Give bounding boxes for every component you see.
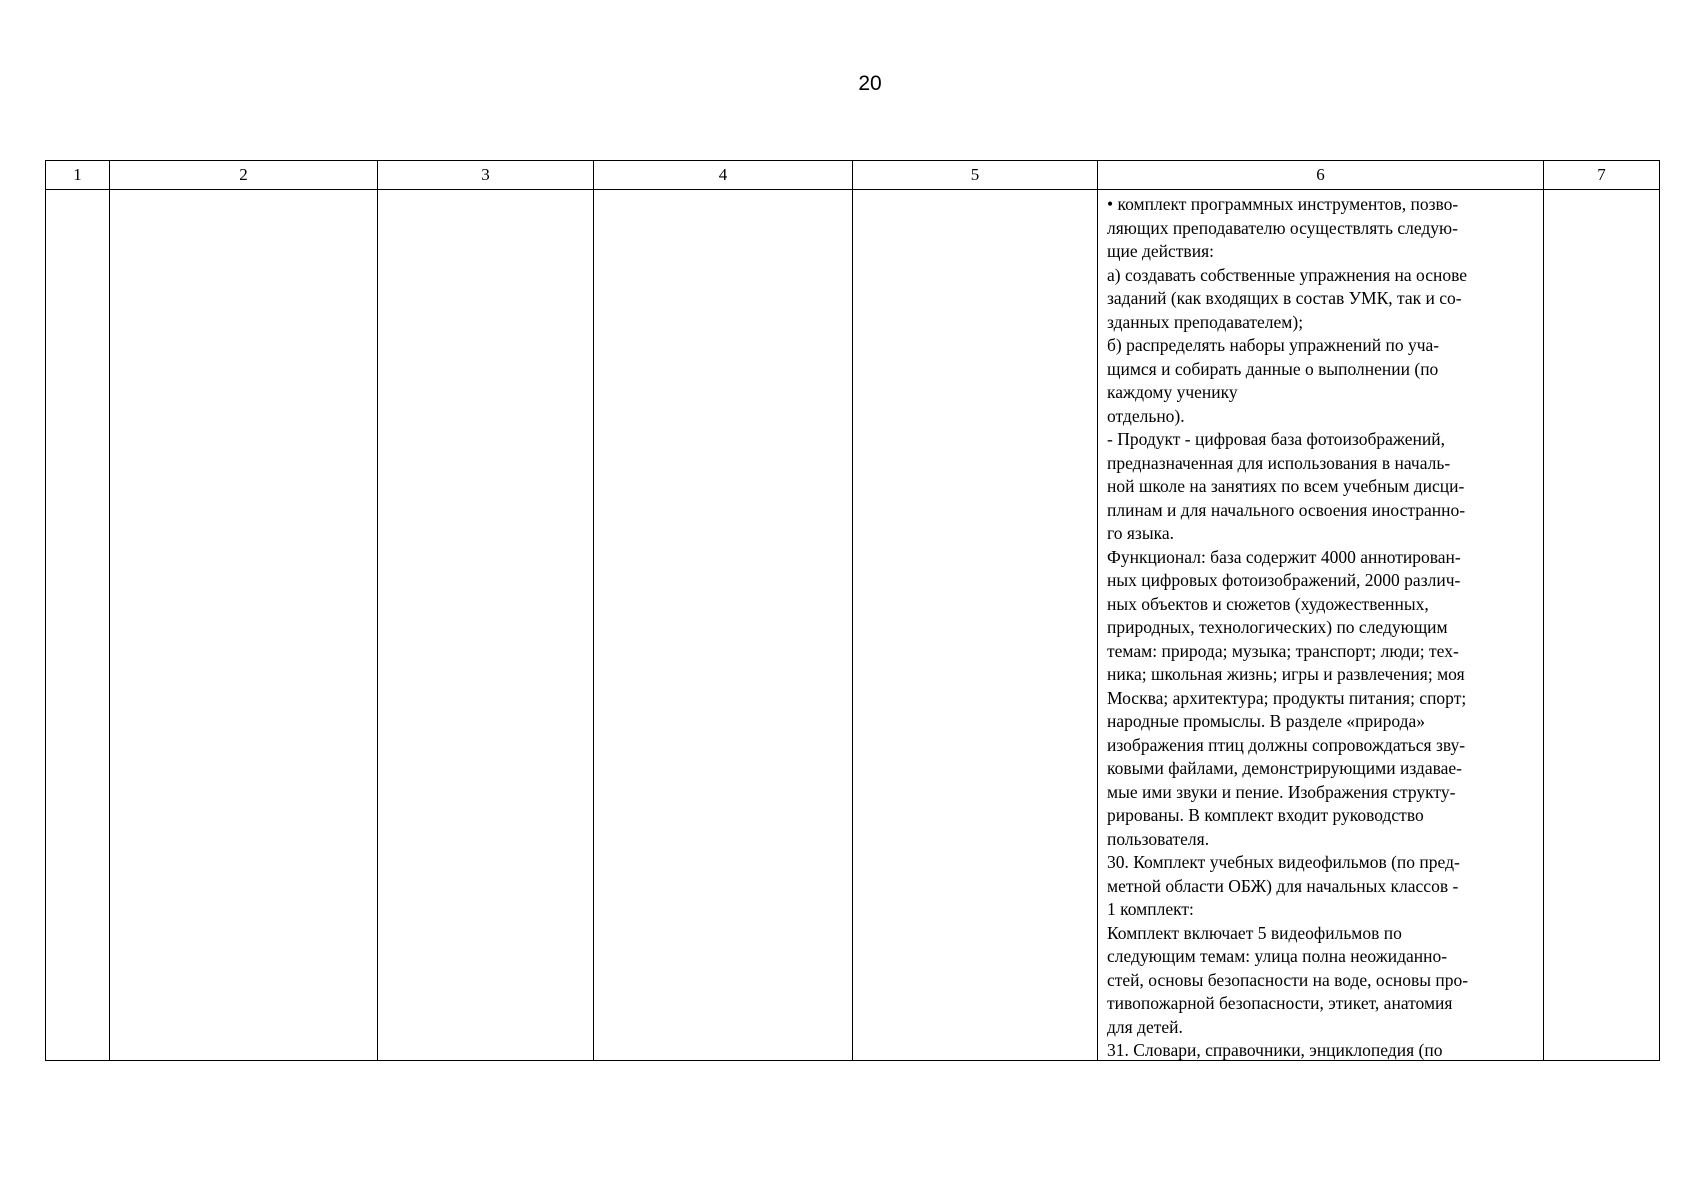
description-line: народные промыслы. В разделе «природа» bbox=[1107, 711, 1426, 731]
description-line: заданий (как входящих в состав УМК, так и со- bbox=[1107, 288, 1462, 308]
description-line: б) распределять наборы упражнений по уча- bbox=[1107, 335, 1440, 355]
cell-col-3 bbox=[378, 190, 594, 1061]
description-line: ляющих преподавателю осуществлять следую- bbox=[1107, 217, 1458, 238]
description-line: тивопожарной безопасности, этикет, анатомия bbox=[1107, 993, 1453, 1013]
description-line: Функционал: база содержит 4000 аннотирован- bbox=[1107, 546, 1461, 567]
description-line: метной области ОБЖ) для начальных классов - bbox=[1107, 875, 1459, 896]
description-line: ных цифровых фотоизображений, 2000 различ- bbox=[1107, 570, 1461, 590]
description-line: отдельно). bbox=[1107, 405, 1185, 426]
description-line: щие действия: bbox=[1107, 241, 1214, 261]
column-header-7: 7 bbox=[1544, 161, 1660, 190]
description-line: ника; школьная жизнь; игры и развлечения; моя bbox=[1107, 664, 1465, 684]
description-line: ковыми файлами, демонстрирующими издавае- bbox=[1107, 758, 1462, 778]
description-line: зданных преподавателем); bbox=[1107, 311, 1304, 332]
description-line: темам: природа; музыка; транспорт; люди; тех- bbox=[1107, 640, 1459, 661]
description-line: мые ими звуки и пение. Изображения структу- bbox=[1107, 781, 1456, 802]
cell-col-4 bbox=[594, 190, 853, 1061]
description-line: природных, технологических) по следующим bbox=[1107, 617, 1448, 637]
description-line: щимся и собирать данные о выполнении (по bbox=[1107, 358, 1439, 379]
column-header-4: 4 bbox=[594, 161, 853, 190]
description-line: Комплект включает 5 видеофильмов по bbox=[1107, 922, 1402, 943]
cell-col-1 bbox=[46, 190, 110, 1061]
column-header-6: 6 bbox=[1098, 161, 1544, 190]
description-line: плинам и для начального освоения иностранно- bbox=[1107, 499, 1466, 520]
description-line: а) создавать собственные упражнения на основе bbox=[1107, 264, 1468, 285]
description-line: 31. Словари, справочники, энциклопедия (по bbox=[1107, 1040, 1443, 1060]
page-number: 20 bbox=[858, 72, 882, 95]
table-header-row bbox=[46, 161, 1660, 190]
table-row bbox=[46, 190, 1660, 1061]
column-header-2: 2 bbox=[110, 161, 378, 190]
cell-col-2 bbox=[110, 190, 378, 1061]
column-header-3: 3 bbox=[378, 161, 594, 190]
description-line: • комплект программных инструментов, позво- bbox=[1107, 194, 1459, 214]
cell-col-7 bbox=[1544, 190, 1660, 1061]
cell-col-6 bbox=[1098, 190, 1544, 1061]
description-line: изображения птиц должны сопровождаться зву- bbox=[1107, 734, 1466, 755]
description-line: пользователя. bbox=[1107, 828, 1210, 849]
specification-table bbox=[45, 160, 1660, 1061]
description-line: каждому ученику bbox=[1107, 382, 1238, 402]
description-line: 30. Комплект учебных видеофильмов (по пред- bbox=[1107, 852, 1460, 872]
description-line: стей, основы безопасности на воде, основы про- bbox=[1107, 969, 1469, 990]
description-line: - Продукт - цифровая база фотоизображений, bbox=[1107, 429, 1445, 449]
equipment-description bbox=[1098, 190, 1543, 1060]
description-line: ной школе на занятиях по всем учебным дисци- bbox=[1107, 476, 1465, 496]
description-line: Москва; архитектура; продукты питания; спорт; bbox=[1107, 687, 1467, 708]
column-header-1: 1 bbox=[46, 161, 110, 190]
description-line: 1 комплект: bbox=[1107, 899, 1194, 919]
description-line: следующим темам: улица полна неожиданно- bbox=[1107, 946, 1448, 966]
description-line: го языка. bbox=[1107, 523, 1174, 543]
description-line: предназначенная для использования в началь- bbox=[1107, 452, 1451, 473]
cell-col-5 bbox=[853, 190, 1098, 1061]
description-line: рированы. В комплект входит руководство bbox=[1107, 805, 1424, 825]
description-line: для детей. bbox=[1107, 1016, 1183, 1037]
column-header-5: 5 bbox=[853, 161, 1098, 190]
description-line: ных объектов и сюжетов (художественных, bbox=[1107, 593, 1429, 614]
